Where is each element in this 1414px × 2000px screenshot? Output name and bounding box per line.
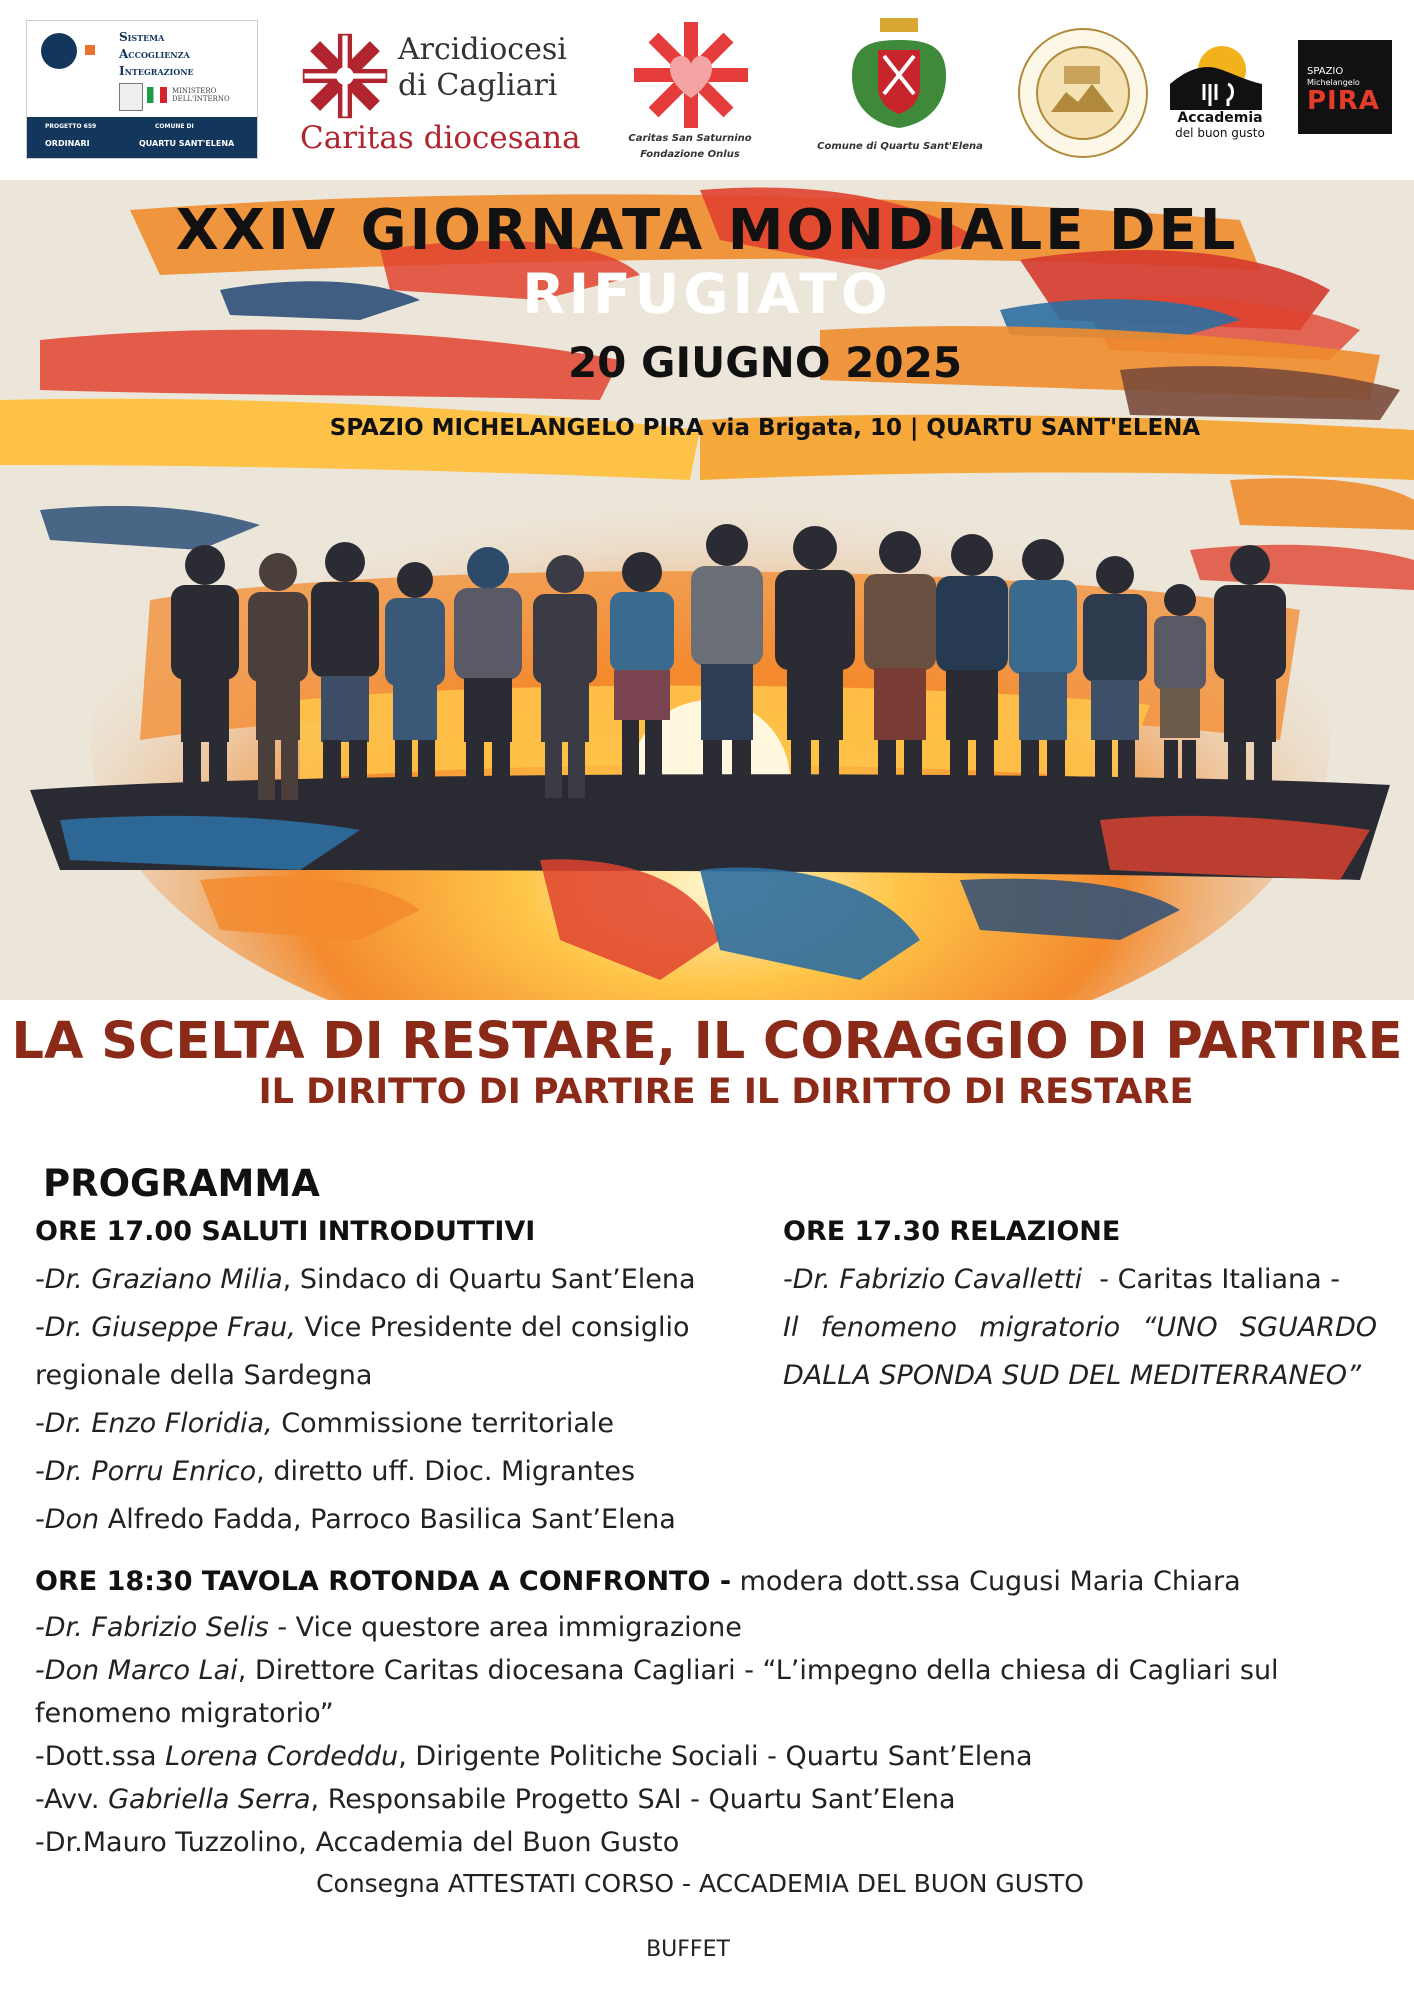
tavola-heading: ORE 18:30 TAVOLA ROTONDA A CONFRONTO - [35, 1566, 732, 1597]
saluti-section [35, 1210, 755, 1544]
sai-bar [27, 117, 257, 158]
list-item: -Dr. Porru Enrico, diretto uff. Dioc. Migrantes [35, 1456, 636, 1487]
tavola-rotonda-section [35, 1560, 1385, 1864]
event-place: SPAZIO MICHELANGELO PIRA via Brigata, 10 | QUARTU SANT'ELENA [329, 415, 1201, 441]
list-item: -Dott.ssa Lorena Cordeddu, Dirigente Politiche Sociali - Quartu Sant’Elena [35, 1741, 1033, 1772]
caritas-line1: Arcidiocesi [398, 32, 567, 67]
caritas-line2: di Cagliari [398, 68, 558, 103]
relazione-talk-line: Il fenomeno migratorio “UNO SGUARDO [783, 1312, 1377, 1343]
list-item: -Dr. Enzo Floridia, Commissione territoriale [35, 1408, 614, 1439]
list-item: fenomeno migratorio” [35, 1698, 334, 1729]
quartu-coat-of-arms-icon [840, 16, 958, 134]
comune-caption: Comune di Quartu Sant'Elena [817, 141, 983, 152]
migrantes-seal-icon [1016, 26, 1150, 160]
list-item: -Don Alfredo Fadda, Parroco Basilica Sant’Elena [35, 1504, 676, 1535]
italian-flag-icon [147, 87, 167, 103]
pira-big: PIRA [1307, 86, 1380, 116]
relazione-section [783, 1210, 1377, 1400]
sai-town-label: COMUNE DI [155, 123, 194, 130]
pira-mid: Michelangelo [1307, 78, 1360, 87]
list-item: -Dr. Graziano Milia, Sindaco di Quartu Sant’Elena [35, 1264, 696, 1295]
event-date: 20 GIUGNO 2025 [567, 338, 963, 387]
caritas-cross-icon [301, 32, 389, 120]
relazione-talk-line: DALLA SPONDA SUD DEL MEDITERRANEO” [783, 1360, 1362, 1391]
san-saturnino-line1: Caritas San Saturnino [628, 133, 752, 144]
republic-emblem-icon [119, 83, 143, 111]
caritas-heart-icon [626, 20, 756, 130]
sai-square-icon [85, 45, 95, 55]
tavola-moderator: modera dott.ssa Cugusi Maria Chiara [731, 1566, 1241, 1597]
spazio-pira-logo [1298, 40, 1392, 134]
list-item: -Avv. Gabriella Serra, Responsabile Progetto SAI - Quartu Sant’Elena [35, 1784, 956, 1815]
sai-logo [26, 20, 258, 159]
caritas-line3: Caritas diocesana [300, 120, 581, 156]
sai-type: ORDINARI [45, 139, 90, 148]
relazione-speaker: -Dr. Fabrizio Cavalletti - Caritas Italiana - [783, 1264, 1341, 1295]
accademia-line2: del buon gusto [1175, 126, 1265, 140]
event-title: XXIV GIORNATA MONDIALE DEL [175, 198, 1239, 263]
list-item: -Dr. Giuseppe Frau, Vice Presidente del consiglio [35, 1312, 690, 1343]
list-item: regionale della Sardegna [35, 1360, 373, 1391]
sai-town: QUARTU SANT'ELENA [139, 139, 235, 148]
saluti-heading: ORE 17.00 SALUTI INTRODUTTIVI [35, 1216, 536, 1247]
main-headline: LA SCELTA DI RESTARE, IL CORAGGIO DI PARTIRE [11, 1012, 1403, 1071]
san-saturnino-line2: Fondazione Onlus [640, 149, 740, 160]
event-subtitle: RIFUGIATO [522, 262, 892, 326]
sai-project-label: PROGETTO 659 [45, 123, 97, 130]
pira-small: SPAZIO [1307, 66, 1344, 77]
programma-label: PROGRAMMA [43, 1162, 320, 1205]
accademia-line1: Accademia [1177, 110, 1263, 126]
sai-dot-icon [41, 33, 77, 69]
accademia-logo-icon [1164, 44, 1268, 110]
relazione-heading: ORE 17.30 RELAZIONE [783, 1216, 1121, 1247]
logo-bar [0, 0, 1414, 175]
buffet-label: BUFFET [646, 1937, 730, 1962]
consegna-attestati: Consegna ATTESTATI CORSO - ACCADEMIA DEL BUON GUSTO [316, 1869, 1084, 1898]
sub-headline: IL DIRITTO DI PARTIRE E IL DIRITTO DI RESTARE [258, 1072, 1194, 1112]
list-item: -Dr. Fabrizio Selis - Vice questore area immigrazione [35, 1612, 742, 1643]
hero-illustration [0, 180, 1414, 1000]
list-item: -Don Marco Lai, Direttore Caritas diocesana Cagliari - “L’impegno della chiesa di Cagliari sul [35, 1655, 1279, 1686]
sai-ministry: MINISTERO DELL'INTERNO [172, 87, 230, 103]
list-item: -Dr.Mauro Tuzzolino, Accademia del Buon Gusto [35, 1827, 680, 1858]
sai-name: Sistema Accoglienza Integrazione [119, 30, 194, 78]
